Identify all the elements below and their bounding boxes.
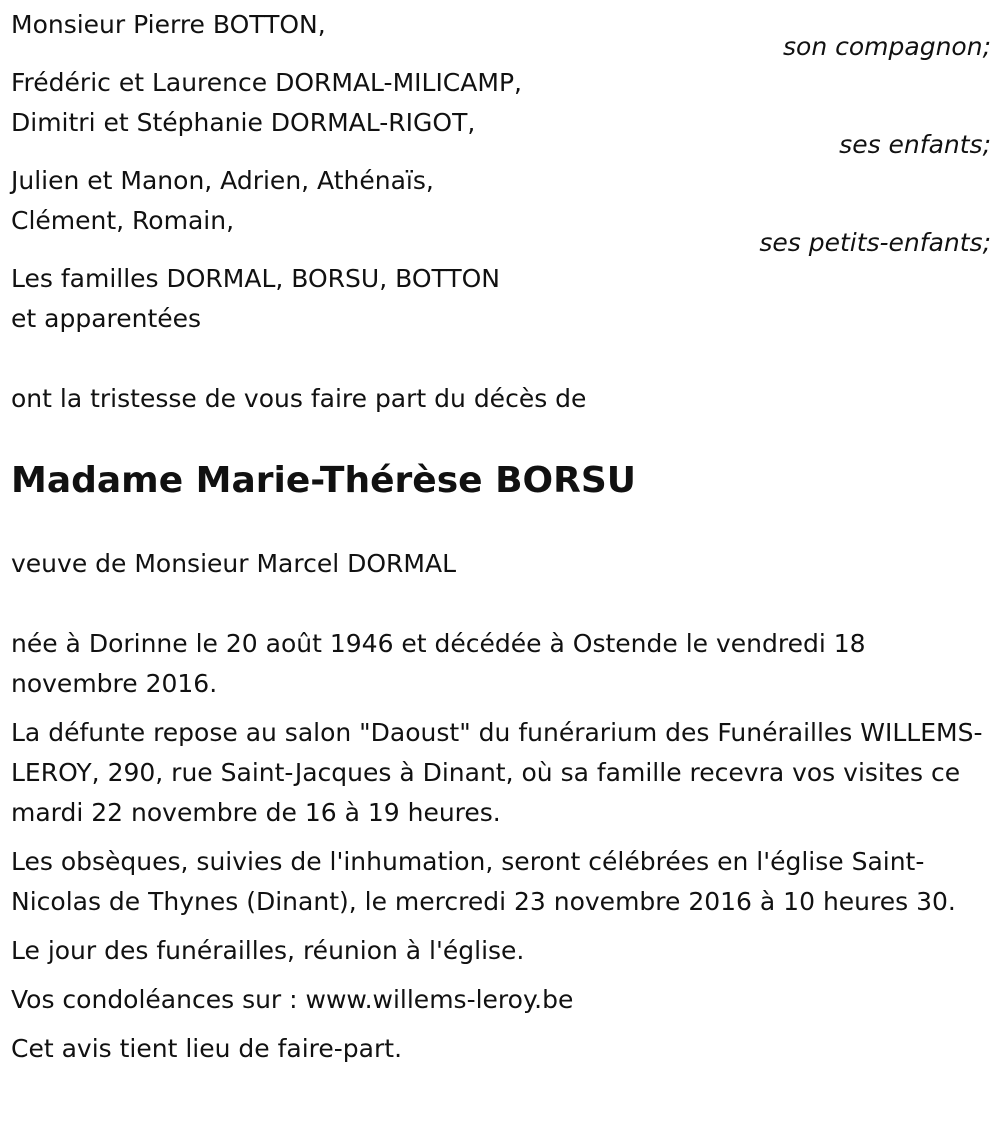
families-group: [11, 259, 989, 339]
companion-name: Monsieur Pierre BOTTON,: [11, 10, 326, 39]
announcement: ont la tristesse de vous faire part du décès de: [11, 384, 587, 413]
grandchild-line-1: Julien et Manon, Adrien, Athénaïs,: [11, 166, 434, 195]
repose-paragraph: La défunte repose au salon "Daoust" du funérarium des Funérailles WILLEMS-LEROY, 290, rue Saint-Jacques à Dinant, où sa famille recevra vos visites ce mardi 22 novembre de 16 à 19 heures.: [11, 718, 983, 827]
families-line-2: et apparentées: [11, 304, 202, 333]
companion-role: son compagnon;: [783, 32, 991, 61]
deceased-name: Madame Marie-Thérèse BORSU: [11, 460, 636, 501]
children-group: [11, 63, 989, 161]
families-line-1: Les familles DORMAL, BORSU, BOTTON: [11, 264, 500, 293]
child-line-2: Dimitri et Stéphanie DORMAL-RIGOT,: [11, 108, 476, 137]
widow-of: veuve de Monsieur Marcel DORMAL: [11, 549, 457, 578]
closing-paragraph: Cet avis tient lieu de faire-part.: [11, 1034, 403, 1063]
condolences-paragraph: Vos condoléances sur : www.willems-leroy.be: [11, 985, 574, 1014]
funeral-paragraph: Les obsèques, suivies de l'inhumation, seront célébrées en l'église Saint-Nicolas de Thynes (Dinant), le mercredi 23 novembre 2016 à 10 heures 30.: [11, 847, 956, 916]
companion-group: [11, 5, 989, 63]
grandchildren-role: ses petits-enfants;: [759, 228, 991, 257]
birth-death-paragraph: née à Dorinne le 20 août 1946 et décédée à Ostende le vendredi 18 novembre 2016.: [11, 629, 866, 698]
children-role: ses enfants;: [839, 130, 991, 159]
grandchild-line-2: Clément, Romain,: [11, 206, 235, 235]
meeting-paragraph: Le jour des funérailles, réunion à l'église.: [11, 936, 525, 965]
child-line-1: Frédéric et Laurence DORMAL-MILICAMP,: [11, 68, 522, 97]
grandchildren-group: [11, 161, 989, 259]
